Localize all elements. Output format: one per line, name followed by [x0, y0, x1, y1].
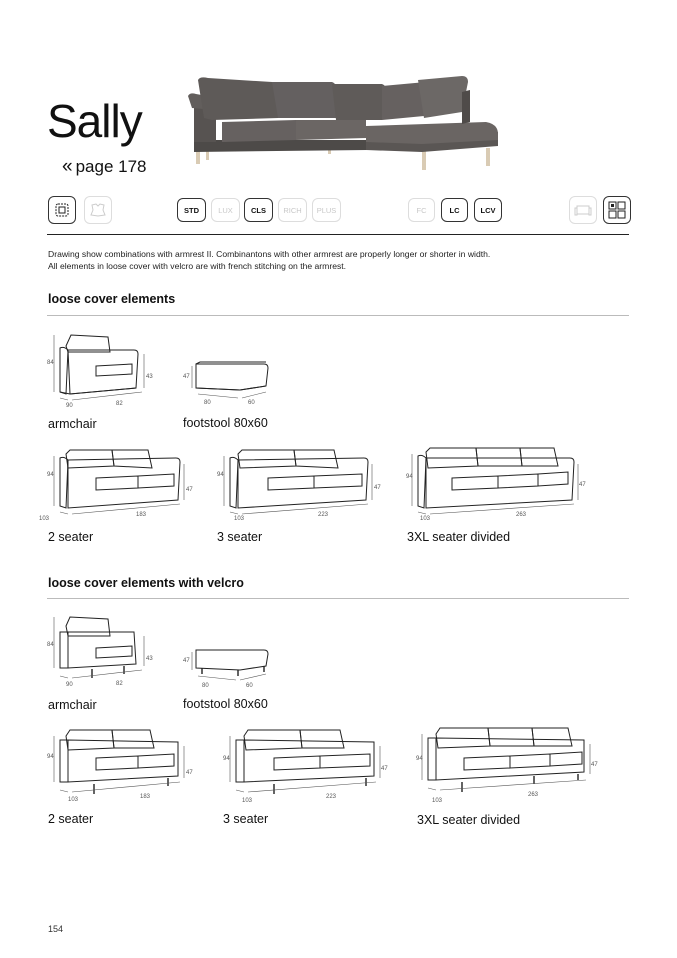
page-reference-text: page 178 — [75, 157, 147, 176]
velcro-three-seater-seat-height: 47 — [381, 766, 388, 772]
three-seater-width: 223 — [318, 512, 329, 518]
three-xl-seater-drawing — [404, 444, 590, 526]
armchair-width: 82 — [116, 401, 123, 407]
badge-rich[interactable]: RICH — [278, 198, 307, 222]
badge-std[interactable]: STD — [177, 198, 206, 222]
badge-lc[interactable]: LC — [441, 198, 468, 222]
item-label-two-seater: 2 seater — [48, 530, 94, 544]
section-divider-velcro — [47, 598, 629, 599]
badge-cls[interactable]: CLS — [244, 198, 273, 222]
velcro-three-seater-width: 223 — [326, 794, 337, 800]
leather-icon[interactable] — [84, 196, 112, 224]
velcro-item-label-footstool: footstool 80x60 — [183, 697, 268, 711]
three-xl-height: 94 — [406, 474, 413, 480]
section-heading-velcro: loose cover elements with velcro — [48, 576, 244, 590]
corner-sofa-image — [186, 70, 502, 174]
badge-fc[interactable]: FC — [408, 198, 435, 222]
velcro-armchair-depth: 90 — [66, 682, 73, 688]
footstool-height: 47 — [183, 374, 190, 380]
badge-lux[interactable]: LUX — [211, 198, 240, 222]
three-seater-drawing — [214, 446, 392, 526]
velcro-three-xl-height: 94 — [416, 756, 423, 762]
velcro-footstool-drawing — [180, 644, 270, 692]
two-seater-drawing — [39, 446, 204, 526]
armchair-seat-height: 43 — [146, 374, 153, 380]
section-divider-loose — [47, 315, 629, 316]
two-seater-width: 183 — [136, 512, 147, 518]
armchair-height: 84 — [47, 360, 54, 366]
velcro-item-label-three-seater: 3 seater — [223, 812, 269, 826]
item-label-footstool: footstool 80x60 — [183, 416, 268, 430]
badge-plus[interactable]: PLUS — [312, 198, 341, 222]
three-seater-depth: 103 — [234, 516, 245, 522]
page-reference[interactable] — [62, 156, 146, 178]
section-heading-loose: loose cover elements — [48, 292, 176, 306]
velcro-three-seater-drawing — [220, 726, 400, 806]
description-note — [48, 248, 490, 272]
footstool-width: 60 — [248, 400, 255, 406]
armchair-depth: 90 — [66, 403, 73, 409]
modules-icon[interactable] — [603, 196, 631, 224]
velcro-three-xl-depth: 103 — [432, 798, 443, 804]
velcro-three-xl-seater-drawing — [414, 724, 604, 806]
two-seater-seat-height: 47 — [186, 487, 193, 493]
two-seater-height: 94 — [47, 472, 54, 478]
velcro-footstool-height: 47 — [183, 658, 190, 664]
product-title: Sally — [47, 95, 142, 147]
velcro-two-seater-depth: 103 — [68, 797, 79, 803]
velcro-armchair-drawing — [46, 614, 156, 694]
velcro-three-seater-height: 94 — [223, 756, 230, 762]
velcro-item-label-armchair: armchair — [48, 698, 97, 712]
velcro-three-xl-width: 263 — [528, 792, 539, 798]
velcro-two-seater-width: 183 — [140, 794, 151, 800]
velcro-three-seater-depth: 103 — [242, 798, 253, 804]
velcro-two-seater-drawing — [44, 726, 204, 806]
badge-lcv[interactable]: LCV — [474, 198, 502, 222]
header-divider — [47, 234, 629, 235]
footstool-depth: 80 — [204, 400, 211, 406]
three-xl-seat-height: 47 — [579, 482, 586, 488]
three-xl-depth: 103 — [420, 516, 431, 522]
velcro-footstool-depth: 80 — [202, 683, 209, 689]
velcro-three-xl-seat-height: 47 — [591, 762, 598, 768]
three-seater-seat-height: 47 — [374, 485, 381, 491]
velcro-armchair-width: 82 — [116, 681, 123, 687]
velcro-item-label-three-xl-seater: 3XL seater divided — [417, 813, 521, 827]
two-seater-depth: 103 — [39, 516, 50, 522]
velcro-two-seater-seat-height: 47 — [186, 770, 193, 776]
velcro-armchair-height: 84 — [47, 642, 54, 648]
note-line-1: Drawing show combinations with armrest II. Combinantons with other armrest are properly longer or shorter in width. — [48, 249, 491, 259]
velcro-armchair-seat-height: 43 — [146, 656, 153, 662]
loose-cover-icon[interactable] — [48, 196, 76, 224]
double-chevron-left-icon: « — [62, 156, 73, 177]
item-label-three-xl-seater: 3XL seater divided — [407, 530, 511, 544]
armchair-drawing — [46, 332, 156, 412]
item-label-three-seater: 3 seater — [217, 530, 263, 544]
three-xl-width: 263 — [516, 512, 527, 518]
three-seater-height: 94 — [217, 472, 224, 478]
velcro-footstool-width: 60 — [246, 683, 253, 689]
velcro-item-label-two-seater: 2 seater — [48, 812, 94, 826]
page-number: 154 — [48, 924, 64, 934]
note-line-2: All elements in loose cover with velcro are with french stitching on the armrest. — [48, 261, 347, 271]
armchair-config-icon[interactable] — [569, 196, 597, 224]
footstool-drawing — [180, 358, 270, 410]
item-label-armchair: armchair — [48, 417, 97, 431]
velcro-two-seater-height: 94 — [47, 754, 54, 760]
